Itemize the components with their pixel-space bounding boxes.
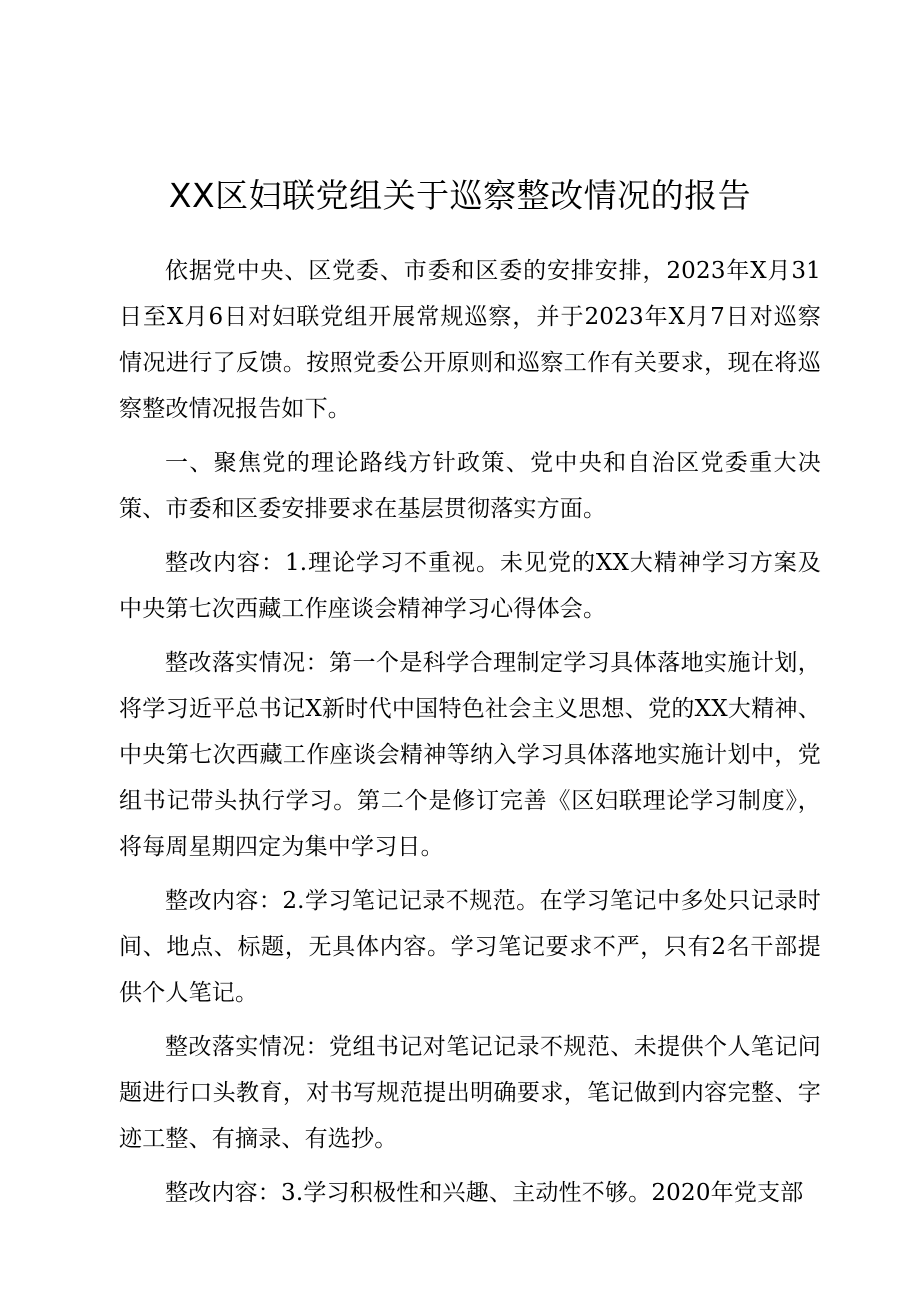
paragraph-section-one-heading: 一、聚焦党的理论路线方针政策、党中央和自治区党委重大决策、市委和区委安排要求在基层贯彻落实方面。: [119, 450, 821, 522]
paragraph-implementation-1: 整改落实情况：第一个是科学合理制定学习具体落地实施计划，将学习近平总书记X新时代中国特色社会主义思想、党的XX大精神、中央第七次西藏工作座谈会精神等纳入学习具体落地实施计划中，党组书记带头执行学习。第二个是修订完善《区妇联理论学习制度》，将每周星期四定为集中学习日。: [119, 650, 821, 860]
paragraph-rectification-item-2: 整改内容：2.学习笔记记录不规范。在学习笔记中多处只记录时间、地点、标题，无具体内容。学习笔记要求不严，只有2名干部提供个人笔记。: [119, 888, 821, 1006]
document-body: [119, 248, 821, 1224]
paragraph-rectification-item-3: 整改内容：3.学习积极性和兴趣、主动性不够。2020年党支部: [165, 1180, 804, 1206]
paragraph-implementation-2: 整改落实情况：党组书记对笔记记录不规范、未提供个人笔记问题进行口头教育，对书写规范提出明确要求，笔记做到内容完整、字迹工整、有摘录、有选抄。: [119, 1034, 821, 1152]
paragraph-intro: 依据党中央、区党委、市委和区委的安排安排，2023年X月31日至X月6日对妇联党组开展常规巡察，并于2023年X月7日对巡察情况进行了反馈。按照党委公开原则和巡察工作有关要求，现在将巡察整改情况报告如下。: [119, 258, 821, 422]
document-title: XX区妇联党组关于巡察整改情况的报告: [168, 176, 752, 215]
paragraph-rectification-item-1: 整改内容：1.理论学习不重视。未见党的XX大精神学习方案及中央第七次西藏工作座谈会精神学习心得体会。: [119, 550, 821, 622]
